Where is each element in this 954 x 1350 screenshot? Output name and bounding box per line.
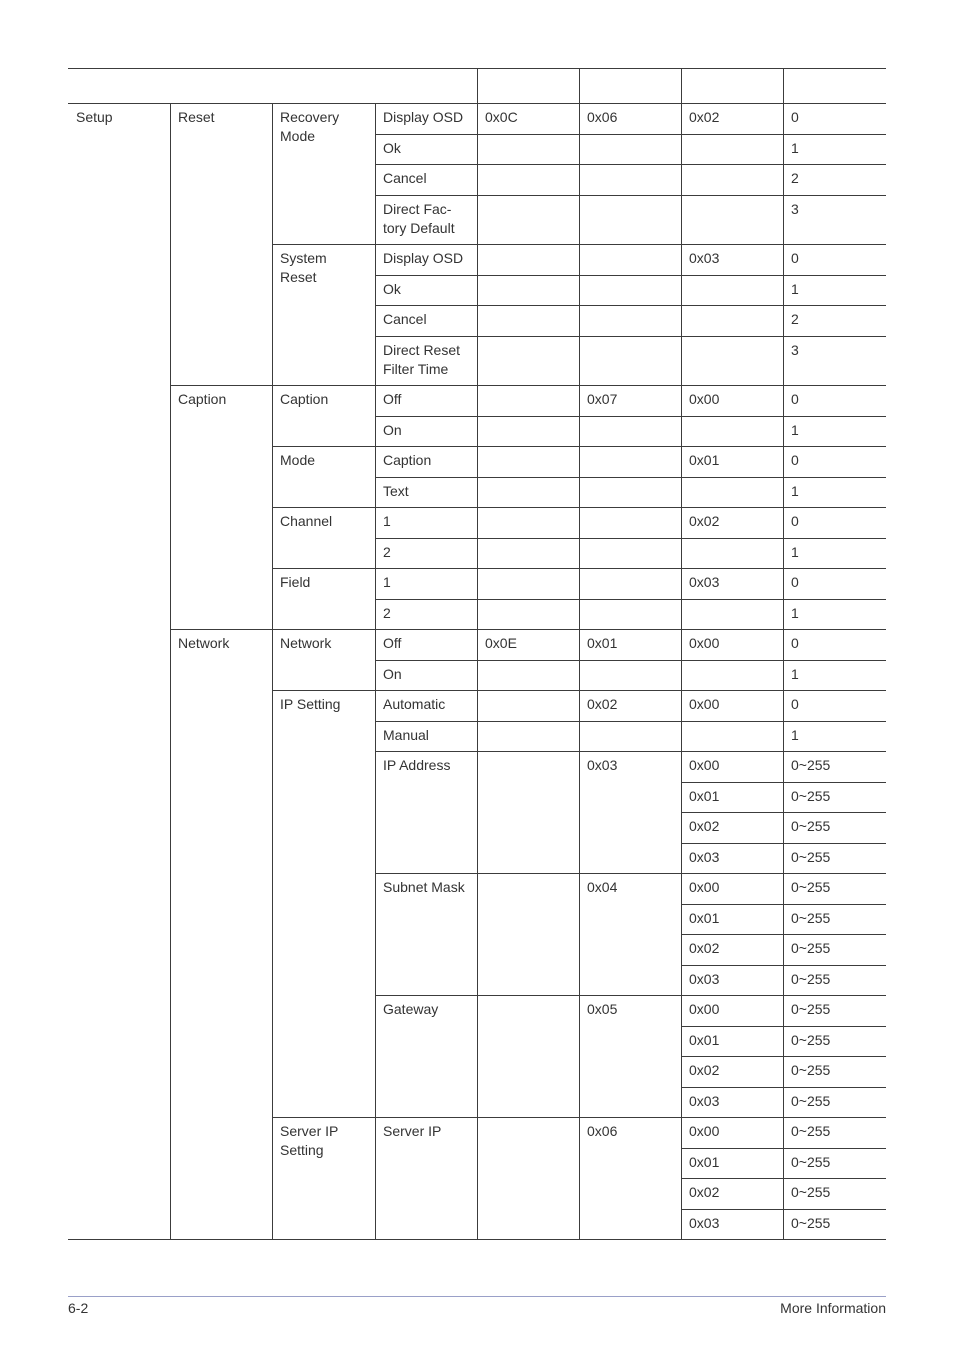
- row-divider: [681, 660, 783, 661]
- row-divider: [272, 385, 375, 386]
- row-divider: [375, 995, 477, 996]
- row-divider: [579, 629, 681, 630]
- row-divider: [375, 629, 477, 630]
- row-divider: [681, 873, 783, 874]
- row-divider: [681, 843, 783, 844]
- row-divider: [579, 446, 681, 447]
- table-cell: 0x00: [689, 696, 720, 712]
- table-cell: 1: [791, 666, 799, 682]
- table-cell: 0~255: [791, 818, 831, 834]
- table-cell: Manual: [383, 727, 429, 743]
- row-divider: [681, 721, 783, 722]
- table-cell: Off: [383, 391, 402, 407]
- table-cell: 1: [791, 422, 799, 438]
- table-cell: 0x02: [689, 109, 720, 125]
- row-divider: [375, 873, 477, 874]
- row-divider: [579, 1117, 681, 1118]
- table-cell: 1: [791, 605, 799, 621]
- row-divider: [375, 446, 477, 447]
- table-cell: 0x01: [587, 635, 618, 651]
- row-divider: [783, 965, 886, 966]
- row-divider: [375, 599, 477, 600]
- row-divider: [783, 164, 886, 165]
- row-divider: [579, 660, 681, 661]
- row-divider: [375, 538, 477, 539]
- header-col-divider: [681, 68, 682, 103]
- table-cell: Caption: [383, 452, 432, 468]
- page-number: 6-2: [68, 1300, 89, 1316]
- table-cell: 3: [791, 201, 799, 217]
- table-cell: 0~255: [791, 1062, 831, 1078]
- row-divider: [783, 507, 886, 508]
- row-divider: [477, 336, 579, 337]
- row-divider: [375, 660, 477, 661]
- row-divider: [375, 164, 477, 165]
- row-divider: [783, 244, 886, 245]
- table-cell: 0~255: [791, 1093, 831, 1109]
- row-divider: [477, 507, 579, 508]
- table-cell: 0~255: [791, 788, 831, 804]
- row-divider: [272, 690, 375, 691]
- row-divider: [477, 477, 579, 478]
- row-divider: [579, 275, 681, 276]
- row-divider: [375, 305, 477, 306]
- table-cell: 0x00: [689, 391, 720, 407]
- table-cell: Cancel: [383, 311, 427, 327]
- column-divider: [477, 103, 478, 1239]
- row-divider: [783, 275, 886, 276]
- table-cell: 0x00: [689, 757, 720, 773]
- table-cell: Caption: [280, 391, 329, 407]
- row-divider: [579, 305, 681, 306]
- table-cell: 3: [791, 342, 799, 358]
- row-divider: [375, 477, 477, 478]
- table-cell: 1: [791, 281, 799, 297]
- row-divider: [681, 416, 783, 417]
- row-divider: [375, 507, 477, 508]
- row-divider: [681, 690, 783, 691]
- row-divider: [783, 812, 886, 813]
- table-cell: Channel: [280, 513, 333, 529]
- table-cell: 0: [791, 109, 799, 125]
- row-divider: [783, 629, 886, 630]
- table-cell: Display OSD: [383, 250, 464, 266]
- table-cell: 2: [791, 311, 799, 327]
- table-cell: IP Address: [383, 757, 451, 773]
- row-divider: [477, 568, 579, 569]
- row-divider: [477, 244, 579, 245]
- row-divider: [579, 568, 681, 569]
- row-divider: [783, 721, 886, 722]
- row-divider: [783, 599, 886, 600]
- row-divider: [681, 446, 783, 447]
- table-cell: Gateway: [383, 1001, 439, 1017]
- row-divider: [681, 195, 783, 196]
- table-cell: 1: [791, 140, 799, 156]
- row-divider: [579, 721, 681, 722]
- row-divider: [681, 1117, 783, 1118]
- row-divider: [477, 195, 579, 196]
- row-divider: [579, 477, 681, 478]
- table-cell: 0~255: [791, 1184, 831, 1200]
- table-cell: Server IP: [383, 1123, 442, 1139]
- table-cell: 0x01: [689, 1032, 720, 1048]
- row-divider: [375, 416, 477, 417]
- row-divider: [783, 1178, 886, 1179]
- row-divider: [783, 1148, 886, 1149]
- row-divider: [681, 904, 783, 905]
- table-cell: 0~255: [791, 910, 831, 926]
- row-divider: [477, 660, 579, 661]
- row-divider: [375, 1117, 477, 1118]
- table-cell: 0x00: [689, 1001, 720, 1017]
- table-cell: 0~255: [791, 1123, 831, 1139]
- row-divider: [579, 507, 681, 508]
- table-cell: 0x02: [689, 513, 720, 529]
- table-cell: 1: [383, 574, 391, 590]
- table-cell: 0x03: [689, 574, 720, 590]
- table-cell: 1: [791, 483, 799, 499]
- row-divider: [477, 305, 579, 306]
- table-cell: 0x02: [689, 1184, 720, 1200]
- table-cell: 0x00: [689, 635, 720, 651]
- row-divider: [375, 568, 477, 569]
- row-divider: [681, 1056, 783, 1057]
- table-cell: Subnet Mask: [383, 879, 465, 895]
- table-cell: 0x03: [689, 971, 720, 987]
- row-divider: [783, 195, 886, 196]
- table-cell: Reset: [178, 109, 215, 125]
- row-divider: [681, 1087, 783, 1088]
- row-divider: [783, 385, 886, 386]
- table-cell: Automatic: [383, 696, 446, 712]
- table-bottom-border: [68, 1239, 886, 1240]
- row-divider: [579, 538, 681, 539]
- row-divider: [783, 477, 886, 478]
- row-divider: [477, 134, 579, 135]
- table-cell: 0x01: [689, 788, 720, 804]
- row-divider: [783, 446, 886, 447]
- row-divider: [783, 538, 886, 539]
- row-divider: [681, 995, 783, 996]
- row-divider: [477, 385, 579, 386]
- column-divider: [170, 103, 171, 1239]
- row-divider: [477, 538, 579, 539]
- row-divider: [783, 843, 886, 844]
- row-divider: [579, 134, 681, 135]
- row-divider: [681, 629, 783, 630]
- row-divider: [681, 164, 783, 165]
- row-divider: [375, 336, 477, 337]
- table-cell: 0x02: [689, 940, 720, 956]
- row-divider: [477, 751, 579, 752]
- table-cell: Off: [383, 635, 402, 651]
- row-divider: [681, 244, 783, 245]
- table-cell: Direct Fac- tory Default: [383, 201, 455, 236]
- row-divider: [579, 244, 681, 245]
- row-divider: [579, 873, 681, 874]
- row-divider: [681, 507, 783, 508]
- row-divider: [783, 1209, 886, 1210]
- row-divider: [579, 416, 681, 417]
- table-cell: Ok: [383, 281, 401, 297]
- row-divider: [477, 164, 579, 165]
- table-cell: 0x03: [689, 250, 720, 266]
- table-cell: On: [383, 666, 402, 682]
- table-cell: Setup: [76, 109, 113, 125]
- table-cell: 0x03: [689, 1093, 720, 1109]
- row-divider: [681, 751, 783, 752]
- row-divider: [783, 690, 886, 691]
- row-divider: [681, 336, 783, 337]
- table-cell: Cancel: [383, 170, 427, 186]
- row-divider: [272, 1117, 375, 1118]
- table-cell: 0x06: [587, 109, 618, 125]
- command-table: [68, 68, 886, 1239]
- table-cell: 0~255: [791, 1154, 831, 1170]
- row-divider: [681, 305, 783, 306]
- table-cell: 0~255: [791, 971, 831, 987]
- table-cell: Ok: [383, 140, 401, 156]
- table-cell: 0: [791, 696, 799, 712]
- table-cell: 0x0E: [485, 635, 517, 651]
- row-divider: [681, 934, 783, 935]
- table-cell: 0x03: [689, 1215, 720, 1231]
- row-divider: [783, 1026, 886, 1027]
- row-divider: [375, 690, 477, 691]
- row-divider: [783, 1087, 886, 1088]
- row-divider: [783, 660, 886, 661]
- row-divider: [783, 873, 886, 874]
- row-divider: [681, 1148, 783, 1149]
- row-divider: [477, 275, 579, 276]
- row-divider: [477, 1117, 579, 1118]
- row-divider: [783, 1117, 886, 1118]
- table-cell: 2: [383, 605, 391, 621]
- row-divider: [375, 134, 477, 135]
- table-cell: 0~255: [791, 940, 831, 956]
- table-cell: 0x03: [587, 757, 618, 773]
- row-divider: [681, 812, 783, 813]
- table-cell: Display OSD: [383, 109, 464, 125]
- row-divider: [681, 599, 783, 600]
- table-cell: 2: [791, 170, 799, 186]
- table-cell: 0~255: [791, 1032, 831, 1048]
- table-cell: 0: [791, 574, 799, 590]
- table-cell: 0x01: [689, 452, 720, 468]
- footer-divider: [68, 1296, 886, 1297]
- row-divider: [579, 599, 681, 600]
- table-cell: 1: [791, 544, 799, 560]
- row-divider: [477, 416, 579, 417]
- table-cell: 0x01: [689, 910, 720, 926]
- row-divider: [681, 782, 783, 783]
- row-divider: [681, 134, 783, 135]
- table-cell: 0: [791, 391, 799, 407]
- table-cell: 0x02: [689, 818, 720, 834]
- table-cell: IP Setting: [280, 696, 341, 712]
- footer-section-title: More Information: [780, 1300, 886, 1316]
- table-cell: Caption: [178, 391, 227, 407]
- row-divider: [681, 477, 783, 478]
- table-cell: 0x00: [689, 879, 720, 895]
- table-cell: Network: [280, 635, 332, 651]
- row-divider: [681, 275, 783, 276]
- row-divider: [477, 629, 579, 630]
- row-divider: [783, 134, 886, 135]
- row-divider: [681, 1209, 783, 1210]
- header-col-divider: [579, 68, 580, 103]
- row-divider: [375, 721, 477, 722]
- table-cell: 1: [791, 727, 799, 743]
- table-cell: 0x05: [587, 1001, 618, 1017]
- row-divider: [272, 244, 375, 245]
- row-divider: [783, 904, 886, 905]
- table-cell: Field: [280, 574, 311, 590]
- row-divider: [681, 568, 783, 569]
- table-cell: 0x02: [587, 696, 618, 712]
- row-divider: [579, 385, 681, 386]
- row-divider: [272, 446, 375, 447]
- row-divider: [681, 385, 783, 386]
- table-cell: 0~255: [791, 879, 831, 895]
- row-divider: [272, 629, 375, 630]
- row-divider: [681, 965, 783, 966]
- row-divider: [375, 751, 477, 752]
- table-cell: Mode: [280, 452, 316, 468]
- row-divider: [783, 934, 886, 935]
- row-divider: [375, 385, 477, 386]
- table-cell: 0x06: [587, 1123, 618, 1139]
- row-divider: [783, 568, 886, 569]
- table-cell: 0x07: [587, 391, 618, 407]
- table-cell: Server IP Setting: [280, 1123, 339, 1158]
- table-cell: Network: [178, 635, 230, 651]
- row-divider: [170, 385, 272, 386]
- table-cell: Text: [383, 483, 409, 499]
- row-divider: [783, 751, 886, 752]
- row-divider: [579, 995, 681, 996]
- row-divider: [783, 995, 886, 996]
- row-divider: [272, 568, 375, 569]
- table-cell: System Reset: [280, 250, 327, 285]
- row-divider: [579, 751, 681, 752]
- table-cell: 0: [791, 250, 799, 266]
- row-divider: [477, 873, 579, 874]
- row-divider: [783, 416, 886, 417]
- table-cell: 0: [791, 635, 799, 651]
- row-divider: [477, 446, 579, 447]
- header-col-divider: [783, 68, 784, 103]
- row-divider: [579, 164, 681, 165]
- table-cell: 0~255: [791, 757, 831, 773]
- table-cell: Direct Reset Filter Time: [383, 342, 461, 377]
- row-divider: [681, 1178, 783, 1179]
- row-divider: [579, 195, 681, 196]
- table-cell: 0~255: [791, 1215, 831, 1231]
- row-divider: [477, 690, 579, 691]
- row-divider: [477, 995, 579, 996]
- header-col-divider: [477, 68, 478, 103]
- row-divider: [272, 507, 375, 508]
- table-cell: 0x00: [689, 1123, 720, 1139]
- row-divider: [579, 690, 681, 691]
- table-cell: 0x02: [689, 1062, 720, 1078]
- table-cell: 0x03: [689, 849, 720, 865]
- row-divider: [579, 336, 681, 337]
- row-divider: [477, 599, 579, 600]
- table-cell: 0: [791, 452, 799, 468]
- column-divider: [579, 103, 580, 1239]
- row-divider: [375, 244, 477, 245]
- row-divider: [681, 538, 783, 539]
- table-cell: 0x01: [689, 1154, 720, 1170]
- table-cell: 0x04: [587, 879, 618, 895]
- table-cell: On: [383, 422, 402, 438]
- row-divider: [681, 1026, 783, 1027]
- row-divider: [477, 721, 579, 722]
- table-cell: 0: [791, 513, 799, 529]
- row-divider: [170, 629, 272, 630]
- table-cell: 1: [383, 513, 391, 529]
- table-cell: 0~255: [791, 849, 831, 865]
- row-divider: [375, 195, 477, 196]
- table-cell: 0x0C: [485, 109, 518, 125]
- row-divider: [375, 275, 477, 276]
- table-cell: 2: [383, 544, 391, 560]
- table-cell: 0~255: [791, 1001, 831, 1017]
- table-cell: Recovery Mode: [280, 109, 340, 144]
- row-divider: [783, 782, 886, 783]
- row-divider: [783, 1056, 886, 1057]
- row-divider: [783, 305, 886, 306]
- row-divider: [783, 336, 886, 337]
